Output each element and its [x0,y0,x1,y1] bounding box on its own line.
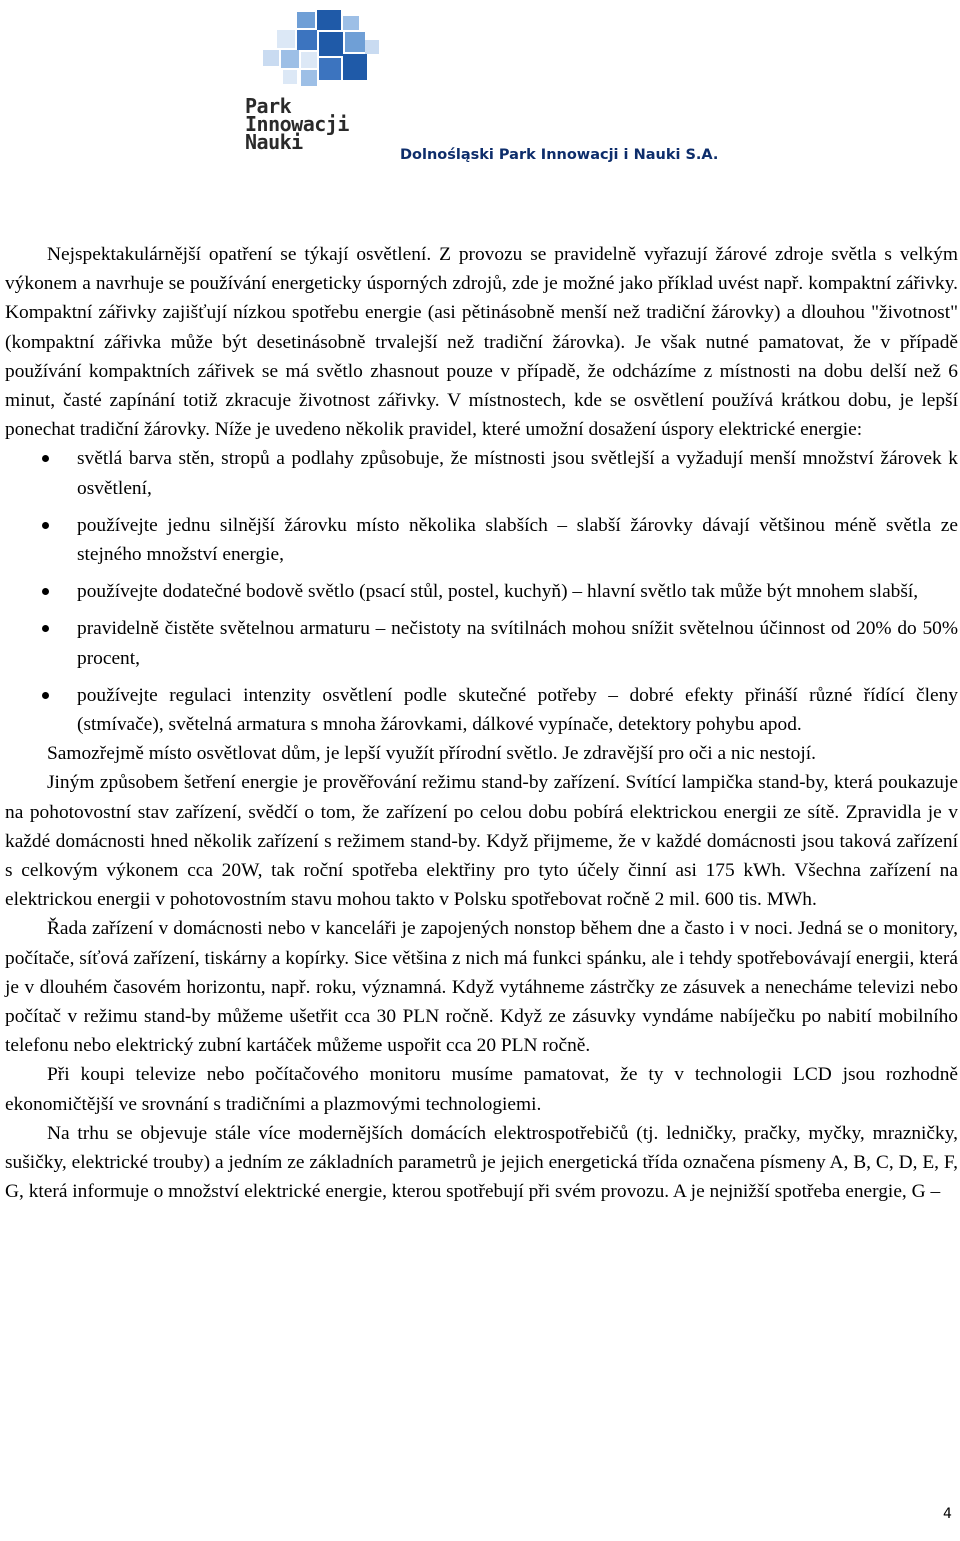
logo-word-park: Park [245,94,292,118]
tip-text: používejte dodatečné bodově světlo (psací stůl, postel, kuchyň) – hlavní světlo tak může být mnohem slabší, [77,581,919,603]
page-number: 4 [943,1506,952,1522]
tip-item [5,444,958,502]
intro-paragraph: Nejspektakulárnější opatření se týkají osvětlení. Z provozu se pravidelně vyřazují žárové zdroje světla s velkým výkonem a navrhuje se používání energeticky úsporných zdrojů, zde je možné jako příklad uvést např. kompaktní zářivky. Kompaktní zářivky zajišťují nízkou spotřebu energie (asi pětinásobně menší než tradiční žárovky) a dlouhou "životnost" (kompaktní zářivka může být desetinásobně trvalejší než tradiční žárovka). Je však nutné pamatovat, že v případě používání kompaktních zářivek se má světlo zhasnout pouze v případě, že odcházíme z místnosti na dobu delší než 6 minut, časté zapínání totiž zkracuje životnost zářivky. V místnostech, kde se osvětlení používá krátkou dobu, je lepší ponechat tradiční žárovky. Níže je uvedeno několik pravidel, které umožní dosažení úspory elektrické energie: [5,244,958,441]
tip-item [5,681,958,739]
tip-text: pravidelně čistěte světelnou armaturu – nečistoty na svítilnách mohou snížit světelnou účinnost od 20% do 50% procent, [77,618,958,669]
logo-word-innowacji: Innowacji [245,112,349,136]
tip-text: používejte jednu silnější žárovku místo několika slabších – slabší žárovky dávají většinou méně světla ze stejného množství energie, [77,514,958,566]
bullet-icon [42,625,49,632]
tip-text: světlá barva stěn, stropů a podlahy způsobuje, že místnosti jsou světlejší a vyžadují menší množství žárovek k osvětlení, [77,448,958,499]
tips-list [5,444,958,739]
organization-name: Dolnośląski Park Innowacji i Nauki S.A. [400,147,719,163]
logo-word-nauki: Nauki [245,130,303,154]
bullet-icon [42,522,49,529]
paragraph-natural-light: Samozřejmě místo osvětlovat dům, je lepší využít přírodní světlo. Je zdravější pro oči a nic nestojí. [47,743,816,765]
paragraph-standby: Jiným způsobem šetření energie je prověřování režimu stand-by zařízení. Svítící lampička stand-by, která poukazuje na pohotovostní stav zařízení, svědčí o tom, že zařízení po celou dobu pobírá elektrickou energii ze sítě. Zpravidla je v každé domácnosti hned několik zařízení s režimem stand-by. Když přijmeme, že v každé domácnosti jsou taková zařízení s celkovým výkonem cca 20W, tak roční spotřeba elektřiny pro tyto účely činní asi 175 kWh. Všechna zařízení na elektrickou energii v pohotovostním stavu mohou takto v Polsku spotřebovat ročně 2 mil. 600 tis. MWh. [5,772,958,911]
park-innowacji-logo [245,10,385,154]
tip-item [5,511,958,569]
tip-item [5,614,958,672]
bullet-icon [42,692,49,699]
bullet-icon [42,588,49,595]
paragraph-lcd: Při koupi televize nebo počítačového monitoru musíme pamatovat, že ty v technologii LCD jsou rozhodně ekonomičtější ve srovnání s tradičními a plazmovými technologiemi. [5,1064,958,1115]
document-body [5,240,958,1207]
bullet-icon [42,455,49,462]
tip-text: používejte regulaci intenzity osvětlení podle skutečné potřeby – dobré efekty přináší různé řídící členy (stmívače), světelná armatura s mnoha žárovkami, dálkové vypínače, detektory pohybu apod. [77,684,958,736]
logo-tiles-graphic [253,10,381,94]
tip-item [5,577,958,606]
paragraph-nonstop-devices: Řada zařízení v domácnosti nebo v kanceláři je zapojených nonstop během dne a často i v noci. Jedná se o monitory, počítače, síťová zařízení, tiskárny a kopírky. Sice většina z nich má funkci spánku, ale i tehdy spotřebovávají energii, která je v dlouhém časovém horizontu, např. roku, významná. Když vytáhneme zástrčky ze zásuvek a nenecháme televizi nebo počítač v režimu stand-by můžeme ušetřit cca 30 PLN ročně. Když ze zásuvky vyndáme nabíječku po nabití mobilního telefonu nebo elektrický zubní kartáček můžeme uspořit cca 20 PLN ročně. [5,918,958,1057]
paragraph-energy-class: Na trhu se objevuje stále více modernějších domácích elektrospotřebičů (tj. ledničky, pračky, myčky, mrazničky, sušičky, elektrické trouby) a jedním ze základních parametrů je jejich energetická třída označena písmeny A, B, C, D, E, F, G, která informuje o množství elektrické energie, kterou spotřebují při svém provozu. A je nejnižší spotřeba energie, G – [5,1122,958,1203]
